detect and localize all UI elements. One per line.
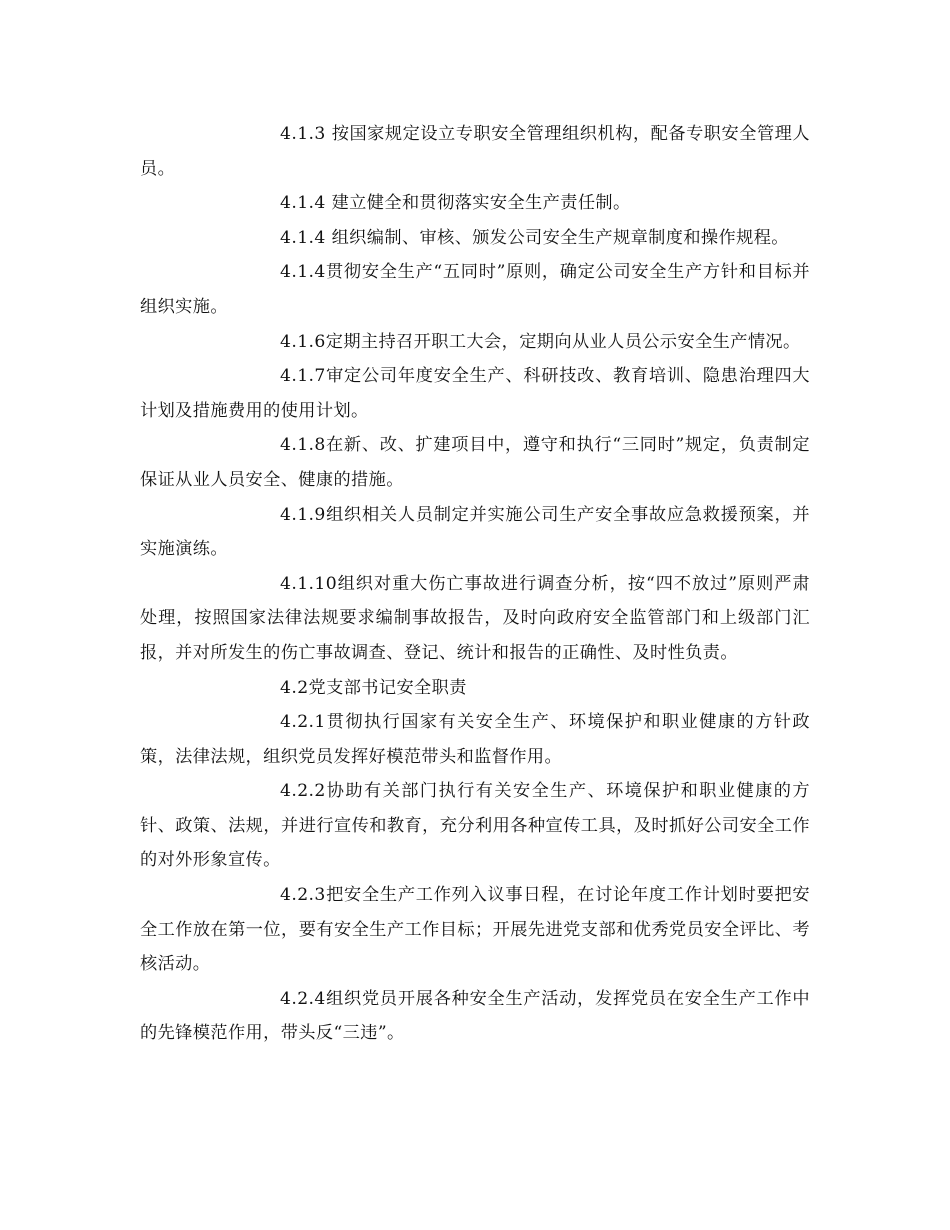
section-heading-4-2: 4.2党支部书记安全职责 <box>280 677 467 698</box>
paragraph-4-1-9: 4.1.9组织相关人员制定并实施公司生产安全事故应急救援预案，并实施演练。 <box>140 504 810 560</box>
paragraph-4-2-4: 4.2.4组织党员开展各种安全生产活动，发挥党员在安全生产工作中的先锋模范作用，带头反“三违”。 <box>140 988 810 1044</box>
paragraph-4-1-10: 4.1.10组织对重大伤亡事故进行调查分析，按“四不放过”原则严肃处理，按照国家法律法规要求编制事故报告，及时向政府安全监管部门和上级部门汇报，并对所发生的伤亡事故调查、登记、统计和报告的正确性、及时性负责。 <box>140 573 810 663</box>
paragraph-4-1-7: 4.1.7审定公司年度安全生产、科研技改、教育培训、隐患治理四大计划及措施费用的使用计划。 <box>140 366 810 421</box>
paragraph-4-2-3: 4.2.3把安全生产工作列入议事日程，在讨论年度工作计划时要把安全工作放在第一位，要有安全生产工作目标；开展先进党支部和优秀党员安全评比、考核活动。 <box>140 885 810 975</box>
document-body <box>140 117 810 1051</box>
paragraph-4-1-4-b: 4.1.4 组织编制、审核、颁发公司安全生产规章制度和操作规程。 <box>280 227 789 248</box>
paragraph-4-2-1: 4.2.1贯彻执行国家有关安全生产、环境保护和职业健康的方针政策，法律法规，组织党员发挥好模范带头和监督作用。 <box>140 712 810 767</box>
paragraph-4-1-4-a: 4.1.4 建立健全和贯彻落实安全生产责任制。 <box>280 193 631 214</box>
paragraph-4-1-3: 4.1.3 按国家规定设立专职安全管理组织机构，配备专职安全管理人员。 <box>140 124 810 179</box>
paragraph-4-1-4-c: 4.1.4贯彻安全生产“五同时”原则，确定公司安全生产方针和目标并组织实施。 <box>140 262 810 317</box>
paragraph-4-1-8: 4.1.8在新、改、扩建项目中，遵守和执行“三同时”规定，负责制定保证从业人员安全、健康的措施。 <box>140 435 810 490</box>
paragraph-4-1-6: 4.1.6定期主持召开职工大会，定期向从业人员公示安全生产情况。 <box>280 331 801 352</box>
paragraph-4-2-2: 4.2.2协助有关部门执行有关安全生产、环境保护和职业健康的方针、政策、法规，并进行宣传和教育，充分利用各种宣传工具，及时抓好公司安全工作的对外形象宣传。 <box>140 781 810 871</box>
